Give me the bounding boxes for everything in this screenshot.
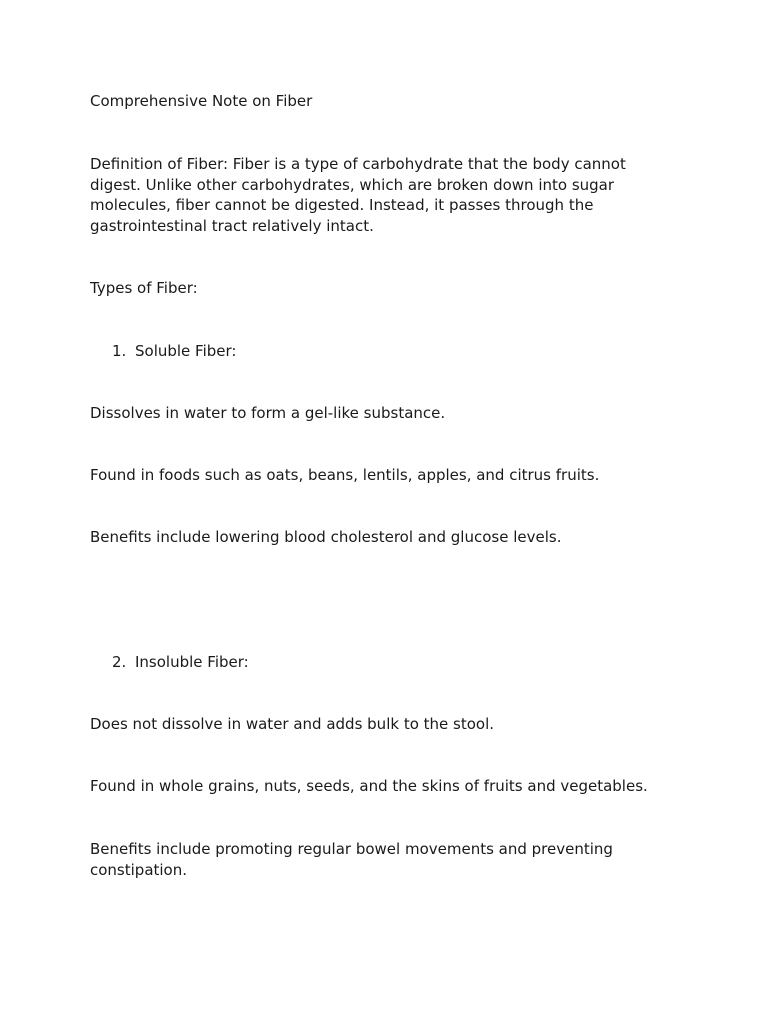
soluble-benefits: Benefits include lowering blood cholesterol and glucose levels. xyxy=(90,528,562,546)
insoluble-description: Does not dissolve in water and adds bulk to the stool. xyxy=(90,715,495,733)
insoluble-benefits: Benefits include promoting regular bowel movements and preventing constipation. xyxy=(90,840,613,879)
list-item-soluble xyxy=(112,341,236,362)
list-item-insoluble xyxy=(112,652,249,673)
soluble-sources: Found in foods such as oats, beans, lentils, apples, and citrus fruits. xyxy=(90,466,600,484)
definition-paragraph: Definition of Fiber: Fiber is a type of carbohydrate that the body cannot digest. Unlike other carbohydrates, which are broken down into sugar molecules, fiber cannot be digested. Instead, it passes through the gastrointestinal tract relatively intact. xyxy=(90,155,626,235)
document-title: Comprehensive Note on Fiber xyxy=(90,92,313,110)
soluble-description: Dissolves in water to form a gel-like substance. xyxy=(90,404,446,422)
types-heading: Types of Fiber: xyxy=(90,279,198,297)
insoluble-heading: Insoluble Fiber: xyxy=(135,653,249,671)
soluble-heading: Soluble Fiber: xyxy=(135,342,237,360)
list-number: 1. xyxy=(112,342,127,360)
insoluble-sources: Found in whole grains, nuts, seeds, and the skins of fruits and vegetables. xyxy=(90,777,648,795)
list-number: 2. xyxy=(112,653,127,671)
